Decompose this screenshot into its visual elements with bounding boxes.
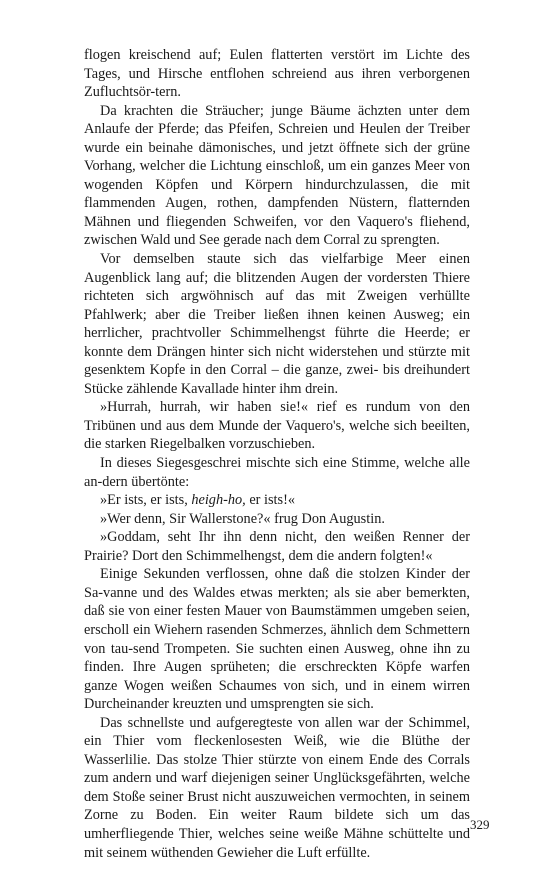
paragraph-7: »Wer denn, Sir Wallerstone?« frug Don Augustin. — [100, 510, 385, 527]
paragraph-2: Da krachten die Sträucher; junge Bäume ächzten unter dem Anlaufe der Pferde; das Pfeifen, Schreien und Heulen der Treiber wurde ein beinahe dämonisches, und jetzt öffnete sich der grüne Vorhang, welcher die Lichtung einschloß, um ein ganzes Meer von wogenden Köpfen und Körpern hindurchzulassen, die mit flammenden Augen, rothen, dampfenden Nüstern, flatternden Mähnen und fliegenden Schweifen, vor den Vaquero's fliehend, zwischen Wald und See gerade nach dem Corral zu sprengten. — [84, 102, 470, 249]
body-text — [84, 46, 470, 862]
paragraph-1: flogen kreischend auf; Eulen flatterten verstört im Lichte des Tages, und Hirsche entflohen schreiend aus ihren verborgenen Zufluchtsör-tern. — [84, 47, 470, 101]
paragraph-9: Einige Sekunden verflossen, ohne daß die stolzen Kinder der Sa-vanne und des Waldes etwas merkten; als sie aber bemerkten, daß sie von einer festen Mauer von Baumstämmen umgeben seien, erscholl ein Wiehern rasenden Schmerzes, ähnlich dem Schmettern von tau-send Trompeten. Sie suchten einen Ausweg, ohne ihn zu finden. Ihre Augen sprüheten; die erschreckten Köpfe warfen ganze Wogen weißen Schaumes von sich, und in einem wirren Durcheinander kreuzten und umsprengten sie sich. — [84, 566, 470, 713]
paragraph-5: In dieses Siegesgeschrei mischte sich eine Stimme, welche alle an-dern übertönte: — [84, 455, 470, 490]
page-number: 329 — [470, 817, 490, 832]
paragraph-6-before: »Er ists, er ists, — [100, 492, 192, 509]
paragraph-6 — [84, 491, 470, 510]
paragraph-10: Das schnellste und aufgeregteste von allen war der Schimmel, ein Thier vom fleckenlosesten Weiß, wie die Blüthe der Wasserlilie. Das stolze Thier stürzte von einem Ende des Corrals zum andern und warf diejenigen seiner Unglücksgefährten, welche dem Stoße seiner Brust nicht auszuweichen vermochten, in seinem Zorne zu Boden. Ein weiter Raum bildete sich um das umherfliegende Thier, welches seine weiße Mähne schüttelte und mit seinem wüthenden Gewieher die Luft erfüllte. — [84, 714, 470, 861]
paragraph-6-after: er ists!« — [245, 492, 295, 509]
paragraph-4: »Hurrah, hurrah, wir haben sie!« rief es rundum von den Tribünen und aus dem Munde der Vaquero's, welche sich beeilten, die starken Riegelbalken vorzuschieben. — [84, 399, 470, 453]
paragraph-8: »Goddam, seht Ihr ihn denn nicht, den weißen Renner der Prairie? Dort den Schimmelhengst, dem die andern folgten!« — [84, 529, 470, 564]
paragraph-6-italic: heigh-ho, — [191, 492, 246, 509]
paragraph-3: Vor demselben staute sich das vielfarbige Meer einen Augenblick lang auf; die blitzenden Augen der vordersten Thiere richteten sich argwöhnisch auf das mit Zweigen verhüllte Pfahlwerk; aber die Treiber ließen ihnen keinen Ausweg; ein herrlicher, prachtvoller Schimmelhengst führte die Heerde; er konnte dem Drängen hinter sich nicht widerstehen und stürzte mit gesenktem Kopfe in den Corral – die ganze, zwei- bis dreihundert Stücke zählende Kavallade hinter ihm drein. — [84, 251, 470, 397]
